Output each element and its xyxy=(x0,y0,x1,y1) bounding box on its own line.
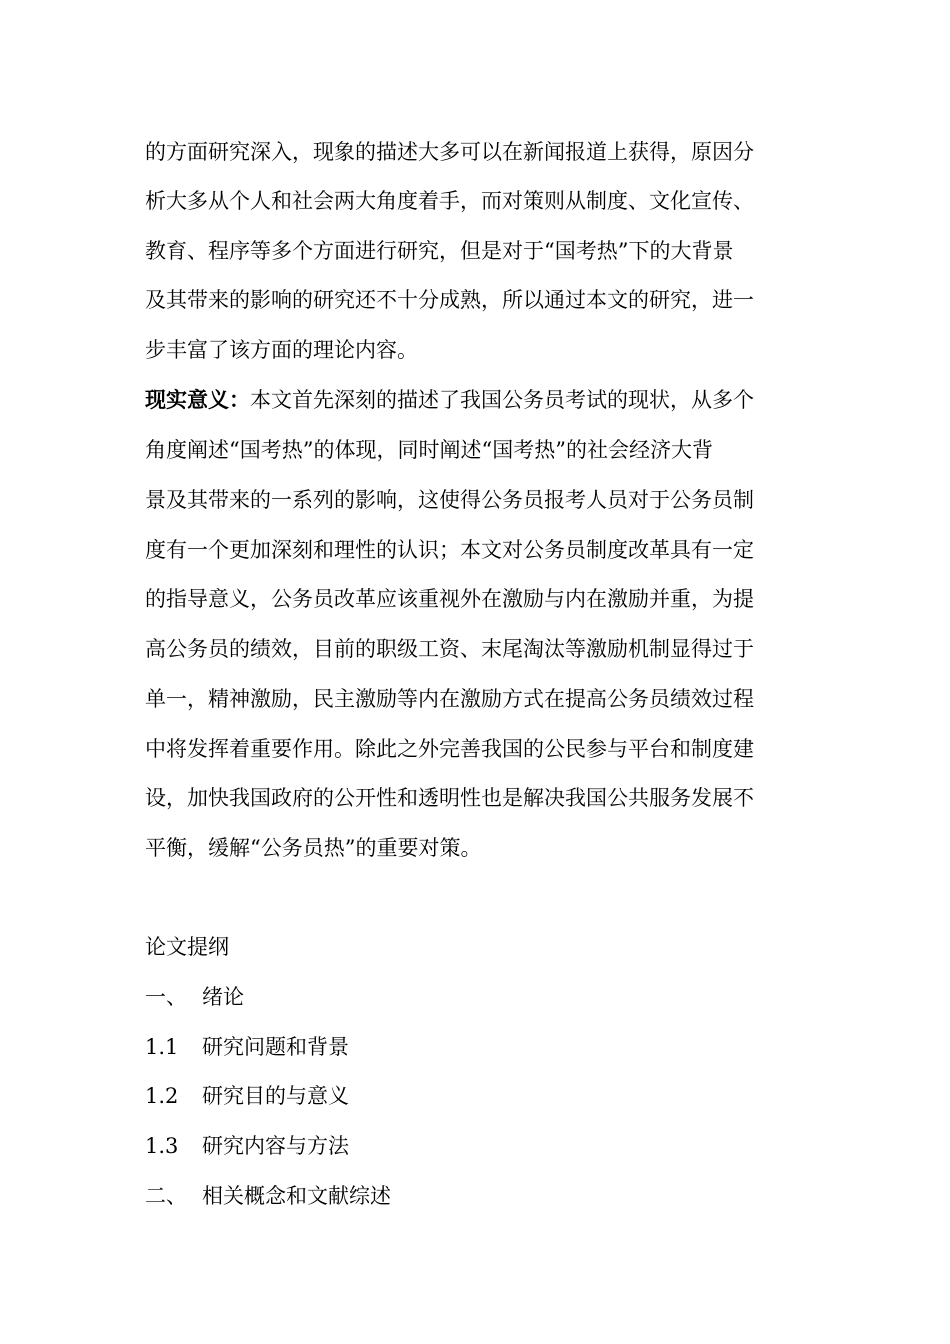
outline-item xyxy=(145,1033,349,1061)
outline-item xyxy=(145,1182,391,1210)
outline-item-text: 相关概念和文献综述 xyxy=(202,1184,391,1208)
paragraph-line: 角度阐述“国考热”的体现，同时阐述“国考热”的社会经济大背 xyxy=(145,438,713,462)
paragraph-line: 及其带来的影响的研究还不十分成熟，所以通过本文的研究，进一 xyxy=(145,288,754,312)
paragraph-line: 单一，精神激励，民主激励等内在激励方式在提高公务员绩效过程 xyxy=(145,687,754,711)
outline-item xyxy=(145,983,244,1011)
paragraph-text: 本文首先深刻的描述了我国公务员考试的现状，从多个 xyxy=(250,388,754,412)
outline-item xyxy=(145,1082,349,1110)
outline-item xyxy=(145,1132,349,1160)
paragraph-line: 步丰富了该方面的理论内容。 xyxy=(145,338,418,362)
paragraph-line: 的方面研究深入，现象的描述大多可以在新闻报道上获得，原因分 xyxy=(145,140,754,164)
paragraph-line: 平衡，缓解“公务员热”的重要对策。 xyxy=(145,836,482,860)
outline-item-number: 一、 xyxy=(145,985,187,1009)
paragraph-line: 教育、程序等多个方面进行研究，但是对于“国考热”下的大背景 xyxy=(145,239,734,263)
practical-significance-label: 现实意义： xyxy=(145,387,250,412)
paragraph-line: 设，加快我国政府的公开性和透明性也是解决我国公共服务发展不 xyxy=(145,786,754,810)
outline-item-text: 研究内容与方法 xyxy=(202,1134,349,1158)
outline-item-text: 研究问题和背景 xyxy=(202,1035,349,1059)
outline-item-text: 研究目的与意义 xyxy=(202,1084,349,1108)
outline-item-text: 绪论 xyxy=(202,985,244,1009)
outline-item-number: 1.3 xyxy=(145,1134,179,1158)
outline-item-number: 1.1 xyxy=(145,1035,179,1059)
outline-title: 论文提纲 xyxy=(145,935,229,959)
practical-significance-first-line xyxy=(145,386,754,414)
paragraph-line: 景及其带来的一系列的影响，这使得公务员报考人员对于公务员制 xyxy=(145,488,754,512)
paragraph-line: 析大多从个人和社会两大角度着手，而对策则从制度、文化宣传、 xyxy=(145,189,754,213)
paragraph-line: 中将发挥着重要作用。除此之外完善我国的公民参与平台和制度建 xyxy=(145,737,754,761)
paragraph-line: 度有一个更加深刻和理性的认识；本文对公务员制度改革具有一定 xyxy=(145,538,754,562)
paragraph-line: 高公务员的绩效，目前的职级工资、末尾淘汰等激励机制显得过于 xyxy=(145,637,754,661)
outline-item-number: 二、 xyxy=(145,1184,187,1208)
paragraph-line: 的指导意义，公务员改革应该重视外在激励与内在激励并重，为提 xyxy=(145,587,754,611)
outline-item-number: 1.2 xyxy=(145,1084,179,1108)
